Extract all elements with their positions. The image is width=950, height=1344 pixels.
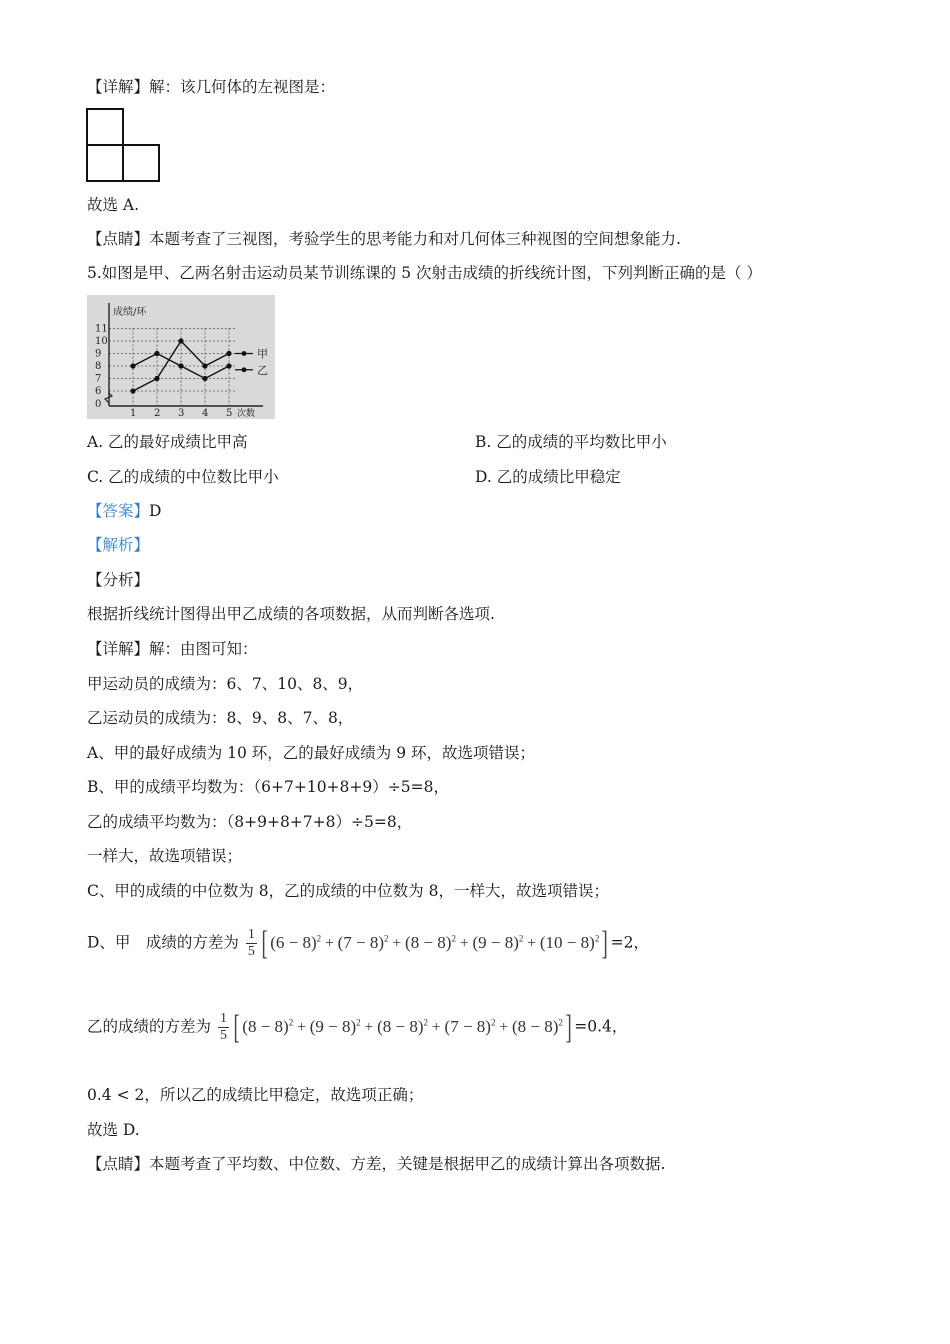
frac-den: 5 <box>219 1028 227 1044</box>
detail-line <box>87 638 258 660</box>
variance-jia-fraction <box>246 927 257 960</box>
variance-term: $(6 - 8)^2$ <box>270 932 322 952</box>
jia-scores: 甲运动员的成绩为：6、7、10、8、9， <box>87 675 364 693</box>
variance-jia-expression <box>270 932 600 952</box>
y-axis-title: 成绩/环 <box>113 307 147 318</box>
left-bracket: [ <box>233 1008 240 1046</box>
variance-term: $(8 - 8)^2$ <box>511 1016 563 1036</box>
y-tick-label: 9 <box>95 348 102 360</box>
data-point-yi <box>202 376 207 381</box>
x-tick-label: 4 <box>202 408 209 419</box>
frac-num: 1 <box>247 927 255 943</box>
variance-yi-line <box>87 1002 627 1048</box>
plus-sign: + <box>360 1018 378 1036</box>
exponent: 2 <box>518 933 524 943</box>
answer-line <box>87 500 161 522</box>
data-point-jia <box>154 376 159 381</box>
plus-sign: + <box>495 1018 512 1036</box>
variance-jia-result: =2， <box>610 933 649 952</box>
exponent: 2 <box>451 933 456 943</box>
exponent: 2 <box>356 1017 361 1027</box>
prev-comment-label: 【点睛】 <box>87 230 150 248</box>
option-a: A. 乙的最好成绩比甲高 <box>87 433 248 451</box>
final-answer: 故选 D. <box>87 1121 140 1139</box>
data-point-jia <box>226 351 231 356</box>
variance-term: $(8 - 8)^2$ <box>242 1016 294 1036</box>
left-view-figure <box>86 107 162 183</box>
variance-yi-fraction <box>218 1011 229 1044</box>
plus-sign: + <box>428 1018 445 1036</box>
exponent: 2 <box>288 1017 294 1027</box>
option-c: C. 乙的成绩的中位数比甲小 <box>87 468 279 486</box>
exponent: 2 <box>316 933 322 943</box>
variance-term: $(8 - 8)^2$ <box>377 1016 429 1036</box>
x-tick-label: 2 <box>154 408 161 419</box>
answer-label: 【答案】 <box>87 502 150 520</box>
data-point-yi <box>154 351 159 356</box>
variance-term: $(7 - 8)^2$ <box>337 932 389 952</box>
data-point-yi <box>130 363 135 368</box>
prev-comment-text: 本题考查了三视图，考验学生的思考能力和对几何体三种视图的空间想象能力. <box>149 230 681 248</box>
y-tick-label: 0 <box>95 399 102 410</box>
analysis-label: 【解析】 <box>87 536 150 554</box>
analysis-header: 【分析】 <box>87 571 150 589</box>
variance-term: $(9 - 8)^2$ <box>472 932 524 952</box>
detail-label: 【详解】 <box>87 640 150 658</box>
x-tick-label: 1 <box>130 408 137 419</box>
frac-num: 1 <box>219 1011 227 1027</box>
plus-sign: + <box>388 934 406 952</box>
analysis-text: 根据折线统计图得出甲乙成绩的各项数据，从而判断各选项. <box>87 605 495 623</box>
left-bracket: [ <box>261 924 268 962</box>
variance-term: $(7 - 8)^2$ <box>444 1016 496 1036</box>
y-tick-label: 10 <box>95 336 108 347</box>
plus-sign: + <box>293 1018 310 1036</box>
x-tick-label: 5 <box>226 408 233 419</box>
legend-label: 甲 <box>257 347 268 361</box>
right-bracket: ] <box>601 924 609 962</box>
detail-intro: 解：由图可知： <box>149 640 258 658</box>
final-comment-text: 本题考查了平均数、中位数、方差，关键是根据甲乙的成绩计算出各项数据. <box>149 1155 666 1173</box>
line-c: C、甲的成绩的中位数为 8，乙的成绩的中位数为 8，一样大，故选项错误； <box>87 882 609 900</box>
line-b1: B、甲的成绩平均数为：（6+7+10+8+9）÷5=8， <box>87 778 449 796</box>
final-comment-label: 【点睛】 <box>87 1155 150 1173</box>
option-d: D. 乙的成绩比甲稳定 <box>475 468 621 486</box>
option-b: B. 乙的成绩的平均数比甲小 <box>475 433 667 451</box>
answer-value: D <box>149 502 162 520</box>
legend-marker <box>242 351 247 356</box>
prev-detail-line <box>87 76 335 98</box>
line-b3: 一样大，故选项错误； <box>87 847 243 865</box>
data-point-jia <box>202 363 207 368</box>
x-axis-title: 次数 <box>237 409 256 419</box>
variance-term: $(8 - 8)^2$ <box>405 932 456 952</box>
question-text: 5.如图是甲、乙两名射击运动员某节训练课的 5 次射击成绩的折线统计图，下列判断正确的是（ ） <box>87 264 762 282</box>
yi-scores: 乙运动员的成绩为：8、9、8、7、8， <box>87 709 354 727</box>
compare-line: 0.4 < 2，所以乙的成绩比甲稳定，故选项正确； <box>87 1086 424 1104</box>
data-point-jia <box>130 388 135 393</box>
prev-comment-line <box>87 228 681 250</box>
variance-yi-result: =0.4， <box>574 1017 628 1036</box>
y-tick-label: 6 <box>95 386 102 397</box>
variance-yi-label: 乙的成绩的方差为 <box>87 1017 212 1036</box>
exponent: 2 <box>384 933 389 943</box>
plus-sign: + <box>321 934 338 952</box>
frac-den: 5 <box>247 944 255 960</box>
line-chart <box>87 295 275 419</box>
x-tick-label: 3 <box>178 408 185 419</box>
variance-term: $(10 - 8)^2$ <box>539 932 600 952</box>
prev-detail-text: 解：该几何体的左视图是： <box>149 78 336 96</box>
prev-answer-line: 故选 A. <box>87 196 140 214</box>
legend-marker <box>242 367 247 372</box>
line-b2: 乙的成绩平均数为：（8+9+8+7+8）÷5=8， <box>87 813 413 831</box>
variance-yi-expression <box>242 1016 563 1036</box>
y-tick-label: 11 <box>95 323 108 335</box>
prev-detail-label: 【详解】 <box>87 78 150 96</box>
exponent: 2 <box>423 1017 429 1027</box>
line-chart-image <box>87 295 275 419</box>
variance-jia-line <box>87 918 649 964</box>
data-point-jia <box>178 338 183 343</box>
final-comment-line <box>87 1153 665 1175</box>
right-bracket: ] <box>565 1008 572 1046</box>
line-a: A、甲的最好成绩为 10 环，乙的最好成绩为 9 环，故选项错误； <box>87 744 535 762</box>
data-point-yi <box>226 363 231 368</box>
legend-label: 乙 <box>257 363 268 377</box>
exponent: 2 <box>490 1017 496 1027</box>
exponent: 2 <box>594 933 600 943</box>
data-point-yi <box>178 363 183 368</box>
plus-sign: + <box>523 934 540 952</box>
y-tick-label: 7 <box>95 373 102 385</box>
variance-term: $(9 - 8)^2$ <box>309 1016 361 1036</box>
y-tick-label: 8 <box>95 361 102 372</box>
variance-jia-label: D、甲 成绩的方差为 <box>87 933 239 952</box>
exponent: 2 <box>558 1017 563 1027</box>
plus-sign: + <box>455 934 473 952</box>
